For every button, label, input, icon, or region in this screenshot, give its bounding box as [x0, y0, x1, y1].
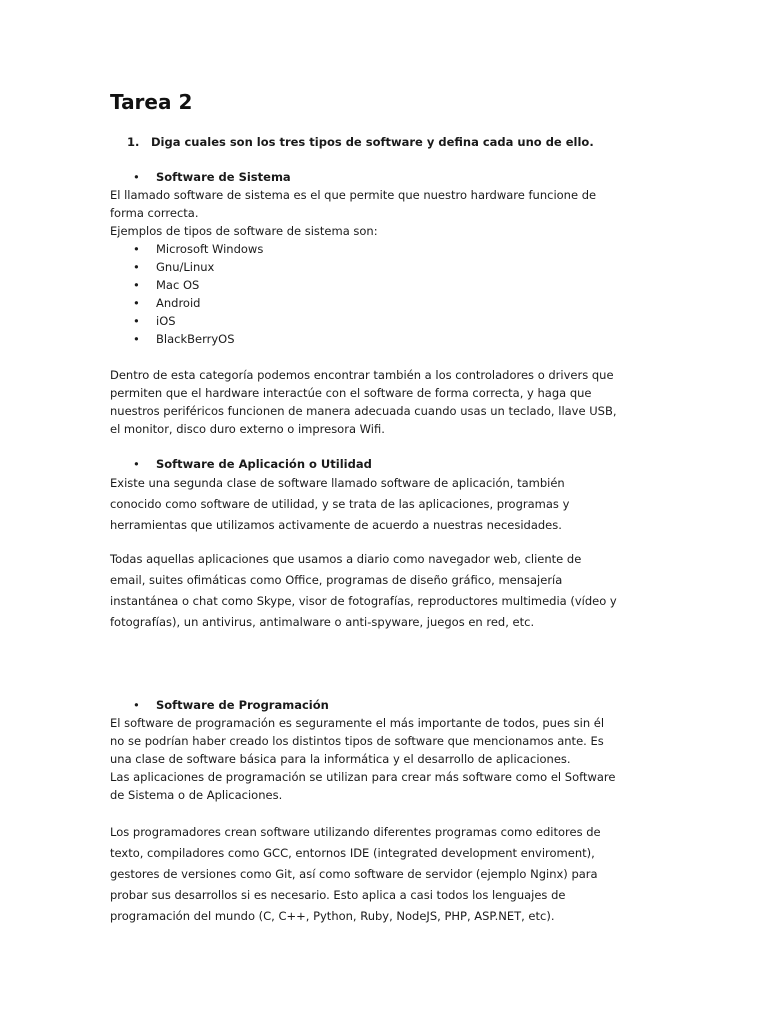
bullet-icon: • [133, 170, 140, 184]
list-item-text: iOS [156, 314, 176, 328]
paragraph-line: no se podrían haber creado los distintos tipos de software que mencionamos ante. Es [110, 734, 604, 748]
list-item-text: Android [156, 296, 201, 310]
paragraph-line: de Sistema o de Aplicaciones. [110, 788, 283, 802]
paragraph-line: Existe una segunda clase de software llamado software de aplicación, también [110, 476, 565, 490]
paragraph-line: herramientas que utilizamos activamente de acuerdo a nuestras necesidades. [110, 518, 562, 532]
spacer [110, 804, 660, 822]
section-heading-text: Software de Programación [156, 698, 329, 712]
paragraph-line: conocido como software de utilidad, y se trata de las aplicaciones, programas y [110, 497, 570, 511]
paragraph-line: Los programadores crean software utilizando diferentes programas como editores de [110, 825, 601, 839]
spacer [110, 633, 660, 679]
section-heading-text: Software de Sistema [156, 170, 291, 184]
section-heading-programacion [110, 696, 660, 714]
bullet-icon: • [133, 260, 140, 274]
paragraph-line: el monitor, disco duro externo o impresora Wifi. [110, 422, 385, 436]
list-item-text: Microsoft Windows [156, 242, 264, 256]
list-item-text: Mac OS [156, 278, 200, 292]
bullet-icon: • [133, 314, 140, 328]
document-body [110, 88, 660, 927]
section-heading-text: Software de Aplicación o Utilidad [156, 457, 372, 471]
spacer [110, 348, 660, 366]
list-item [110, 294, 660, 312]
os-list [110, 240, 660, 348]
question-text: Diga cuales son los tres tipos de software y defina cada uno de ello. [151, 135, 594, 149]
paragraph-line: email, suites ofimáticas como Office, programas de diseño gráfico, mensajería [110, 573, 563, 587]
paragraph-line: fotografías), un antivirus, antimalware o anti-spyware, juegos en red, etc. [110, 615, 535, 629]
list-item [110, 240, 660, 258]
bullet-icon: • [133, 457, 140, 471]
list-item [110, 330, 660, 348]
paragraph-line: Ejemplos de tipos de software de sistema son: [110, 224, 378, 238]
paragraph-line: programación del mundo (C, C++, Python, Ruby, NodeJS, PHP, ASP.NET, etc). [110, 909, 555, 923]
paragraph-line: gestores de versiones como Git, así como software de servidor (ejemplo Nginx) para [110, 867, 598, 881]
question-1 [110, 134, 660, 151]
section-heading-aplicacion [110, 455, 660, 473]
paragraph-line: nuestros periféricos funcionen de manera adecuada cuando usas un teclado, llave USB, [110, 404, 617, 418]
question-number: 1. [127, 135, 140, 149]
paragraph-line: Dentro de esta categoría podemos encontrar también a los controladores o drivers que [110, 368, 614, 382]
paragraph-line: instantánea o chat como Skype, visor de fotografías, reproductores multimedia (vídeo y [110, 594, 617, 608]
section-heading-sistema [110, 168, 660, 186]
bullet-icon: • [133, 278, 140, 292]
spacer [110, 536, 660, 549]
paragraph-line: Las aplicaciones de programación se utilizan para crear más software como el Software [110, 770, 616, 784]
paragraph-line: texto, compiladores como GCC, entornos IDE (integrated development enviroment), [110, 846, 595, 860]
bullet-icon: • [133, 296, 140, 310]
document-title: Tarea 2 [110, 90, 193, 114]
list-item-text: Gnu/Linux [156, 260, 215, 274]
list-item [110, 276, 660, 294]
bullet-icon: • [133, 332, 140, 346]
paragraph-line: Todas aquellas aplicaciones que usamos a diario como navegador web, cliente de [110, 552, 582, 566]
paragraph-line: probar sus desarrollos si es necesario. Esto aplica a casi todos los lenguajes de [110, 888, 566, 902]
list-item-text: BlackBerryOS [156, 332, 235, 346]
list-item [110, 258, 660, 276]
paragraph-line: permiten que el hardware interactúe con el software de forma correcta, y haga que [110, 386, 592, 400]
paragraph-line: una clase de software básica para la informática y el desarrollo de aplicaciones. [110, 752, 571, 766]
list-item [110, 312, 660, 330]
paragraph-line: forma correcta. [110, 206, 199, 220]
bullet-icon: • [133, 242, 140, 256]
paragraph-line: El llamado software de sistema es el que permite que nuestro hardware funcione de [110, 188, 597, 202]
paragraph-line: El software de programación es seguramente el más importante de todos, pues sin él [110, 716, 605, 730]
bullet-icon: • [133, 698, 140, 712]
